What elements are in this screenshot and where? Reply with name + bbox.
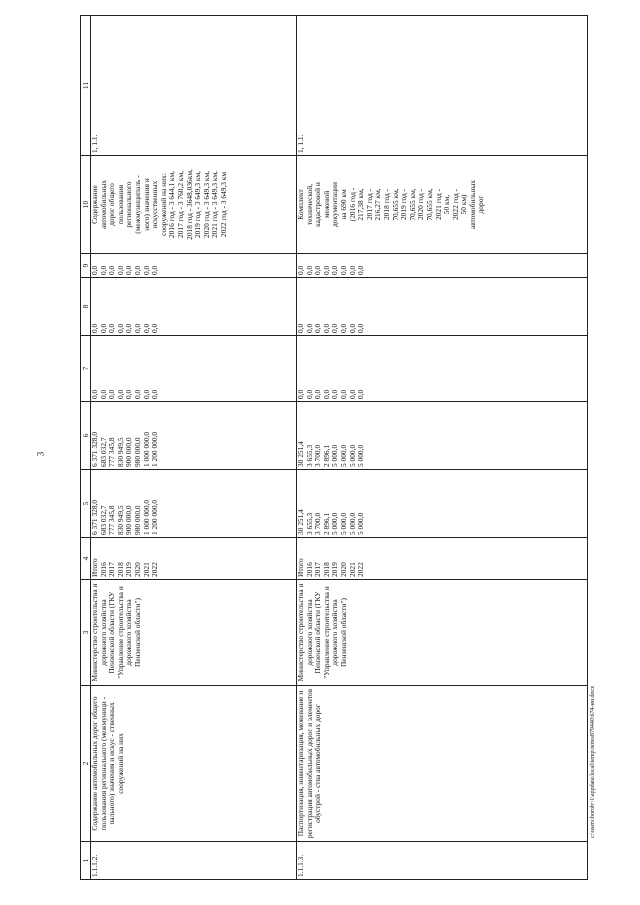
other-sources-line: 0,0 <box>313 265 323 275</box>
federal-budget-line: 0,0 <box>356 389 366 399</box>
total-amount-line: 5 000,0 <box>347 512 357 535</box>
total-amount-line: 830 949,5 <box>115 505 125 535</box>
local-budget-line: 0,0 <box>115 323 125 333</box>
expected-result-line: искусственных <box>150 180 160 229</box>
other-sources-line: 0,0 <box>330 265 340 275</box>
year-line: 2021 <box>347 562 357 577</box>
other-sources <box>91 254 297 278</box>
local-budget-line: 0,0 <box>304 323 314 333</box>
federal-budget-line: 0,0 <box>150 389 160 399</box>
row-number: 1.1.1.3. <box>297 842 588 880</box>
federal-budget-line: 0,0 <box>338 389 348 399</box>
expected-result-line: сооружений на них: <box>158 173 168 236</box>
year <box>297 538 588 580</box>
indicator-ref: 1, 1.1. <box>91 16 297 156</box>
regional-budget <box>297 402 588 470</box>
page-number: 3 <box>35 451 46 457</box>
total-amount-line: 30 251,4 <box>296 509 305 535</box>
col-header: 8 <box>81 278 91 336</box>
expected-result-line: 216,27 км, <box>373 188 383 221</box>
year-line: 2017 <box>313 562 323 577</box>
expected-result-line: 2019 год - <box>399 188 409 221</box>
local-budget-line: 0,0 <box>98 323 108 333</box>
year-line: Итого <box>90 558 99 577</box>
regional-budget-line: 5 000,0 <box>338 444 348 467</box>
total-amount-line: 900 000,0 <box>124 505 134 535</box>
expected-result-line: 50 км) <box>459 194 469 215</box>
rotated-table-container <box>80 16 580 880</box>
local-budget-line: 0,0 <box>313 323 323 333</box>
federal-budget-line: 0,0 <box>313 389 323 399</box>
total-amount <box>91 470 297 538</box>
header-row <box>81 16 91 880</box>
expected-result-line: 2022 год - 3 649,3 км <box>218 171 228 238</box>
col-header: 3 <box>81 580 91 686</box>
year <box>91 538 297 580</box>
local-budget-line: 0,0 <box>296 323 305 333</box>
federal-budget-line: 0,0 <box>98 389 108 399</box>
total-amount-line: 1 000 000,0 <box>141 499 151 535</box>
expected-result-line: (2016 год - <box>347 187 357 222</box>
expected-result-line: дорог общего <box>107 183 117 226</box>
local-budget-line: 0,0 <box>356 323 366 333</box>
other-sources-line: 0,0 <box>115 265 125 275</box>
expected-result-line: 2017 год - <box>364 188 374 221</box>
local-budget-line: 0,0 <box>141 323 151 333</box>
col-header: 5 <box>81 470 91 538</box>
table-row <box>91 16 297 880</box>
expected-result-line: 2016 год - 3 644,1 км, <box>167 171 177 239</box>
year-line: 2016 <box>98 562 108 577</box>
year-line: 2020 <box>338 562 348 577</box>
other-sources-line: 0,0 <box>347 265 357 275</box>
expected-result-line: 50 км, <box>442 194 452 215</box>
col-header: 9 <box>81 254 91 278</box>
year-line: 2017 <box>107 562 117 577</box>
local-budget-line: 0,0 <box>124 323 134 333</box>
col-header: 11 <box>81 16 91 156</box>
other-sources-line: 0,0 <box>150 265 160 275</box>
regional-budget-line: 683 032,7 <box>98 437 108 467</box>
federal-budget-line: 0,0 <box>141 389 151 399</box>
other-sources-line: 0,0 <box>98 265 108 275</box>
expected-result-line: документации <box>330 182 340 227</box>
total-amount <box>297 470 588 538</box>
expected-result-line: 2020 год - <box>416 188 426 221</box>
year-line: 2019 <box>124 562 134 577</box>
federal-budget-line: 0,0 <box>347 389 357 399</box>
federal-budget <box>297 336 588 402</box>
regional-budget-line: 6 371 328,0 <box>90 431 99 467</box>
col-header: 2 <box>81 686 91 842</box>
federal-budget-line: 0,0 <box>296 389 305 399</box>
indicator-ref: 1, 1.1. <box>297 16 588 156</box>
total-amount-line: 5 000,0 <box>330 512 340 535</box>
federal-budget-line: 0,0 <box>304 389 314 399</box>
regional-budget-line: 980 000,0 <box>132 437 142 467</box>
col-header: 6 <box>81 402 91 470</box>
local-budget-line: 0,0 <box>321 323 331 333</box>
local-budget-line: 0,0 <box>150 323 160 333</box>
federal-budget-line: 0,0 <box>132 389 142 399</box>
expected-result-line: технической, <box>304 183 314 226</box>
regional-budget-line: 1 200 000,0 <box>150 431 160 467</box>
regional-budget-line: 777 345,8 <box>107 437 117 467</box>
row-number: 1.1.1.2. <box>91 842 297 880</box>
other-sources-line: 0,0 <box>321 265 331 275</box>
total-amount-line: 1 200 000,0 <box>150 499 160 535</box>
local-budget-line: 0,0 <box>347 323 357 333</box>
year-line: 2020 <box>132 562 142 577</box>
other-sources-line: 0,0 <box>107 265 117 275</box>
table-row <box>297 16 588 880</box>
expected-result-line: автомобильных <box>467 179 477 230</box>
executor: Министерство строительства и дорожного хозяйства Пензенской области (ГКУ "Управление строительства и дорожного хозяйства Пензенской области") <box>297 580 588 686</box>
other-sources-line: 0,0 <box>296 265 305 275</box>
federal-budget-line: 0,0 <box>115 389 125 399</box>
year-line: 2022 <box>356 562 366 577</box>
total-amount-line: 683 032,7 <box>98 505 108 535</box>
total-amount-line: 3 655,3 <box>304 512 314 535</box>
other-sources <box>297 254 588 278</box>
expected-result-line: Комплект <box>296 189 305 220</box>
regional-budget-line: 3 700,0 <box>313 444 323 467</box>
col-header: 10 <box>81 156 91 254</box>
expected-result-line: автомобильных <box>98 179 108 230</box>
local-budget <box>91 278 297 336</box>
federal-budget-line: 0,0 <box>321 389 331 399</box>
expected-result-line: ного) значения и <box>141 178 151 231</box>
local-budget-line: 0,0 <box>338 323 348 333</box>
year-line: 2018 <box>321 562 331 577</box>
footer-file-path: c:\users\borob~1\appdata\local\temp\notes879440\674-ин.docx <box>590 685 596 838</box>
expected-result-line: межевой <box>321 190 331 219</box>
regional-budget-line: 3 655,3 <box>304 444 314 467</box>
regional-budget-line: 5 000,0 <box>347 444 357 467</box>
year-line: 2019 <box>330 562 340 577</box>
local-budget <box>297 278 588 336</box>
federal-budget <box>91 336 297 402</box>
local-budget-line: 0,0 <box>90 323 99 333</box>
expected-result-line: (межмуниципаль - <box>132 175 142 234</box>
event-name: Паспортизация, инвентаризация, межевание и регистрация автомобильных дорог и элементов обустрой - ства автомобильных дорог <box>297 686 588 842</box>
other-sources-line: 0,0 <box>304 265 314 275</box>
regional-budget-line: 5 000,0 <box>356 444 366 467</box>
expected-result-line: 70,655 км, <box>424 188 434 221</box>
expected-result-line: дорог <box>476 195 486 214</box>
total-amount-line: 3 700,0 <box>313 512 323 535</box>
expected-result-line: 70,655 км, <box>407 188 417 221</box>
expected-result-line: 2022 год - <box>450 188 460 221</box>
total-amount-line: 777 345,8 <box>107 505 117 535</box>
year-line: 2022 <box>150 562 160 577</box>
other-sources-line: 0,0 <box>90 265 99 275</box>
expected-result-line: 2020 год - 3 649,3 км, <box>201 171 211 239</box>
expected-result-line: Содержание <box>90 185 99 224</box>
event-name: Содержание автомобильных дорог общего пользования регионального (межмуници - пального) значения и искус - ственных сооружений на них <box>91 686 297 842</box>
expected-result <box>91 156 297 254</box>
total-amount-line: 5 000,0 <box>338 512 348 535</box>
expected-result-line: 217,38 км, <box>356 188 366 221</box>
total-amount-line: 2 896,1 <box>321 512 331 535</box>
total-amount-line: 6 371 328,0 <box>90 499 99 535</box>
year-line: 2018 <box>115 562 125 577</box>
local-budget-line: 0,0 <box>330 323 340 333</box>
expected-result-line: 2019 год - 3 649,3 км, <box>193 171 203 239</box>
col-header: 1 <box>81 842 91 880</box>
expected-result-line: регионального <box>124 181 134 228</box>
other-sources-line: 0,0 <box>132 265 142 275</box>
total-amount-line: 980 000,0 <box>132 505 142 535</box>
executor: Министерство строительства и дорожного хозяйства Пензенской области (ГКУ "Управление строительства и дорожного хозяйства Пензенской области") <box>91 580 297 686</box>
federal-budget-line: 0,0 <box>90 389 99 399</box>
expected-result-line: пользования <box>115 184 125 225</box>
regional-budget-line: 830 949,5 <box>115 437 125 467</box>
col-header: 7 <box>81 336 91 402</box>
federal-budget-line: 0,0 <box>107 389 117 399</box>
local-budget-line: 0,0 <box>107 323 117 333</box>
expected-result-line: 2018 год - <box>381 188 391 221</box>
regional-budget <box>91 402 297 470</box>
expected-result-line: 2021 год - 3 649,3 км, <box>210 171 220 239</box>
regional-budget-line: 5 000,0 <box>330 444 340 467</box>
expected-result <box>297 156 588 254</box>
year-line: Итого <box>296 558 305 577</box>
expected-result-line: 2021 год - <box>433 188 443 221</box>
expected-result-line: 70,655 км, <box>390 188 400 221</box>
col-header: 4 <box>81 538 91 580</box>
regional-budget-line: 2 896,1 <box>321 444 331 467</box>
federal-budget-line: 0,0 <box>330 389 340 399</box>
local-budget-line: 0,0 <box>132 323 142 333</box>
other-sources-line: 0,0 <box>141 265 151 275</box>
total-amount-line: 5 000,0 <box>356 512 366 535</box>
expected-result-line: кадастровой и <box>313 182 323 227</box>
expected-result-line: 2018 год - 3648,036км, <box>184 169 194 240</box>
year-line: 2021 <box>141 562 151 577</box>
regional-budget-line: 1 000 000,0 <box>141 431 151 467</box>
other-sources-line: 0,0 <box>338 265 348 275</box>
expected-result-line: 2017 год - 3 760,2 км, <box>175 171 185 239</box>
other-sources-line: 0,0 <box>124 265 134 275</box>
federal-budget-line: 0,0 <box>124 389 134 399</box>
expected-result-line: на 690 км <box>338 189 348 220</box>
regional-budget-line: 30 251,4 <box>296 441 305 467</box>
year-line: 2016 <box>304 562 314 577</box>
program-table <box>80 15 588 880</box>
regional-budget-line: 900 000,0 <box>124 437 134 467</box>
other-sources-line: 0,0 <box>356 265 366 275</box>
